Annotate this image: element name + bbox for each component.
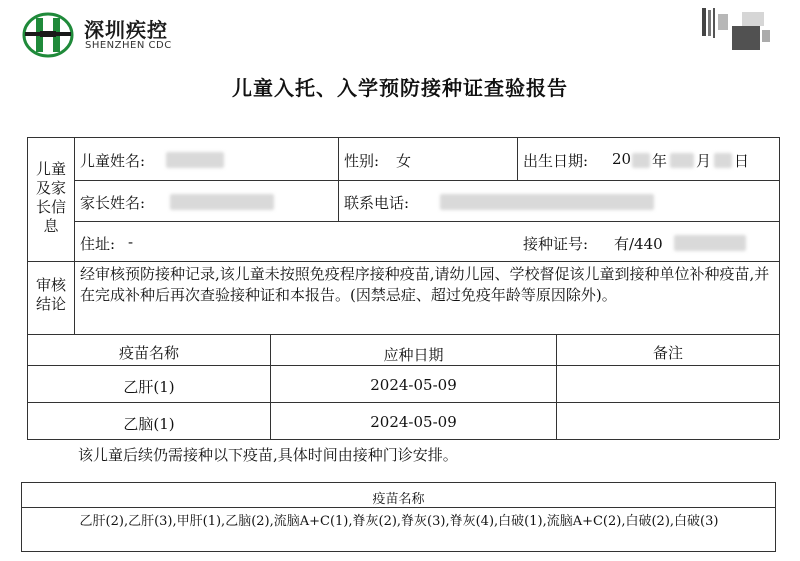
info-section-label: 儿童及家长信息 [35,160,66,235]
redacted-child-name [166,152,224,168]
table-line [517,137,518,180]
table-line [779,137,780,439]
dob-label: 出生日期: [523,152,589,170]
followup-note: 该儿童后续仍需接种以下疫苗,具体时间由接种门诊安排。 [78,446,458,464]
gender-value: 女 [396,152,412,170]
redacted-dob-year [632,153,650,168]
table-line [74,221,779,222]
review-section-label: 审核结论 [35,276,66,313]
redacted-phone [440,194,654,210]
future-vaccine-header: 疫苗名称 [372,492,425,507]
qr-code-icon [702,8,772,52]
table-line [27,334,779,335]
note-header: 备注 [652,344,683,362]
parent-name-label: 家长姓名: [80,194,146,212]
child-name-label: 儿童姓名: [80,152,146,170]
table-line [27,402,779,403]
vaccine-row-name: 乙脑(1) [123,415,175,433]
vaccine-name-header: 疫苗名称 [118,344,179,362]
shenzhen-cdc-logo-icon [22,12,74,58]
table-line [27,365,779,366]
redacted-dob-month [670,153,694,168]
vaccine-row-name: 乙肝(1) [123,378,175,396]
redacted-parent-name [170,194,274,210]
dob-day-unit: 日 [734,152,750,170]
table-line [74,137,75,334]
cert-label: 接种证号: [523,235,589,253]
vaccine-row-date: 2024-05-09 [370,376,457,394]
org-name-cn: 深圳疾控 [84,18,168,42]
phone-label: 联系电话: [344,194,410,212]
review-conclusion-text: 经审核预防接种记录,该儿童未按照免疫程序接种疫苗,请幼儿园、学校督促该儿童到接种单位补种疫苗,并在完成补种后再次查验接种证和本报告。(因禁忌症、超过免疫年龄等原因除外)。 [80,265,770,304]
dob-month-unit: 月 [696,152,712,170]
cert-value: 有/440 [614,235,663,253]
table-line [27,137,779,138]
vaccine-row-date: 2024-05-09 [370,413,457,431]
address-label: 住址: [80,235,116,253]
table-line [27,261,779,262]
gender-label: 性别: [344,152,380,170]
redacted-dob-day [714,153,732,168]
table-line [74,180,779,181]
dob-year-unit: 年 [652,152,668,170]
table-line [338,137,339,221]
address-value: - [128,233,134,251]
document-title: 儿童入托、入学预防接种证查验报告 [232,76,568,100]
due-date-header: 应种日期 [383,346,444,364]
table-line [21,507,776,508]
table-line [27,439,779,440]
redacted-cert-number [674,235,746,251]
org-name-en: SHENZHEN CDC [85,40,172,51]
future-vaccine-list: 乙肝(2),乙肝(3),甲肝(1),乙脑(2),流脑A+C(1),脊灰(2),脊灰(3),脊灰(4),白破(1),流脑A+C(2),白破(2),白破(3) [79,514,719,529]
dob-prefix: 20 [612,150,632,168]
